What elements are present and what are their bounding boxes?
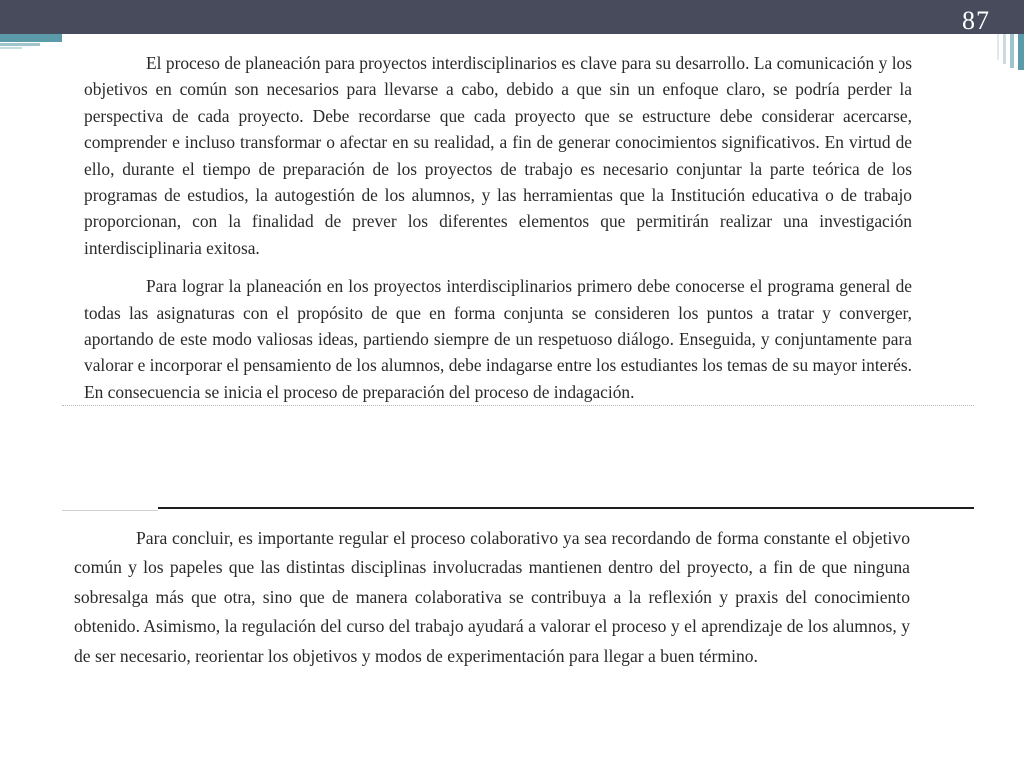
accent-decoration-right bbox=[974, 34, 1024, 70]
slide-header-bar bbox=[0, 0, 1024, 34]
paragraph-lograr-planeacion: Para lograr la planeación en los proyectos interdisciplinarios primero debe conocerse el programa general de todas las asignaturas con el propósito de que en forma conjunta se consideren los puntos a tratar y converger, aportando de este modo valiosas ideas, partiendo siempre de un respetuoso diálogo. Enseguida, y conjuntamente para valorar e incorporar el pensamiento de los alumnos, debe indagarse entre los estudiantes los temas de su mayor interés. En consecuencia se inicia el proceso de preparación del proceso de indagación. bbox=[84, 276, 912, 402]
accent-decoration-left bbox=[0, 34, 62, 50]
scan-seam-line bbox=[62, 405, 974, 406]
scanned-text-block-bottom bbox=[74, 524, 910, 671]
paragraph-concluir: Para concluir, es importante regular el proceso colaborativo ya sea recordando de forma constante el objetivo común y los papeles que las distintas disciplinas involucradas mantienen dentro del proyecto, a fin de que ninguna sobresalga más que otra, sino que de manera colaborativa se contribuya a la reflexión y praxis del conocimiento obtenido. Asimismo, la regulación del curso del trabajo ayudará a valorar el proceso y el aprendizaje de los alumnos, y de ser necesario, reorientar los objetivos y modos de experimentación para llegar a buen término. bbox=[74, 528, 910, 666]
section-divider bbox=[158, 507, 974, 509]
paragraph-planeacion: El proceso de planeación para proyectos interdisciplinarios es clave para su desarrollo. La comunicación y los objetivos en común son necesarios para llevarse a cabo, debido a que sin un enfoque claro, se podría perder la perspectiva de cada proyecto. Debe recordarse que cada proyecto que se estructure debe considerar acercarse, comprender e incluso transformar o afectar en su realidad, a fin de generar conocimientos significativos. En virtud de ello, durante el tiempo de preparación de los proyectos de trabajo es necesario conjuntar la parte teórica de los programas de estudios, la autogestión de los alumnos, y las herramientas que la Institución educativa o de trabajo proporcionan, con la finalidad de prever los diferentes elementos que permitirán realizar una investigación interdisciplinaria exitosa. bbox=[84, 53, 912, 258]
scanned-text-block-top bbox=[84, 50, 912, 405]
scan-edge-line bbox=[62, 510, 158, 511]
page-number: 87 bbox=[962, 6, 990, 35]
